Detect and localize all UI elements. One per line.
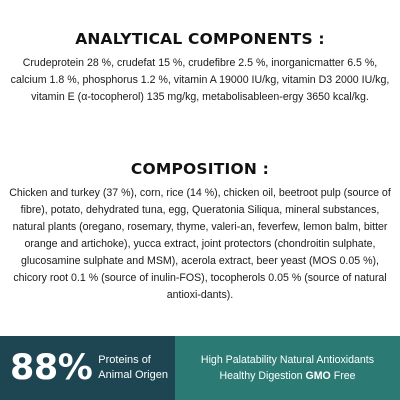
protein-label-line-1: Proteins of: [98, 354, 151, 366]
analytical-components-section: [0, 30, 400, 106]
benefits-line-2-prefix: Healthy Digestion: [219, 370, 306, 382]
benefits-line-1: High Palatability Natural Antioxidants: [200, 354, 375, 366]
benefits-line-2-suffix: Free: [330, 370, 356, 382]
composition-title: COMPOSITION :: [130, 160, 270, 178]
analytical-components-title: ANALYTICAL COMPONENTS :: [75, 30, 325, 48]
composition-section: [0, 160, 400, 304]
composition-text: Chicken and turkey (37 %), corn, rice (14 %), chicken oil, beetroot pulp (source of fibre), potato, dehydrated tuna, egg, Queratonia Siliqua, mineral substances, natural plants (oregano, rosemary, thyme, valeri-an, feverfew, lemon balm, bitter orange and artichoke), yucca extract, joint protectors (chondroitin sulphate, glucosamine sulphate and MSM), acerola extract, beer yeast (MOS 0.05 %), chicory root 0.1 % (source of inulin-FOS), tocopherols 0.05 % (source of natural antioxi-dants).: [9, 187, 391, 301]
footer-banner: [0, 336, 400, 400]
analytical-components-text: Crudeprotein 28 %, crudefat 15 %, crudefibre 2.5 %, inorganicmatter 6.5 %, calcium 1.8 %, phosphorus 1.2 %, vitamin A 19000 IU/kg, vitamin D3 2000 IU/kg, vitamin E (α-tocopherol) 135 mg/kg, metabolisableen-ergy 3650 kcal/kg.: [10, 57, 390, 103]
protein-label-line-2: Animal Origen: [98, 369, 168, 381]
benefits-line-2: [219, 368, 355, 384]
protein-highlight: [0, 336, 175, 400]
benefits-panel: [175, 336, 400, 400]
gmo-label: GMO: [305, 370, 331, 382]
protein-label: [98, 353, 168, 383]
protein-percent: 88%: [10, 347, 93, 388]
